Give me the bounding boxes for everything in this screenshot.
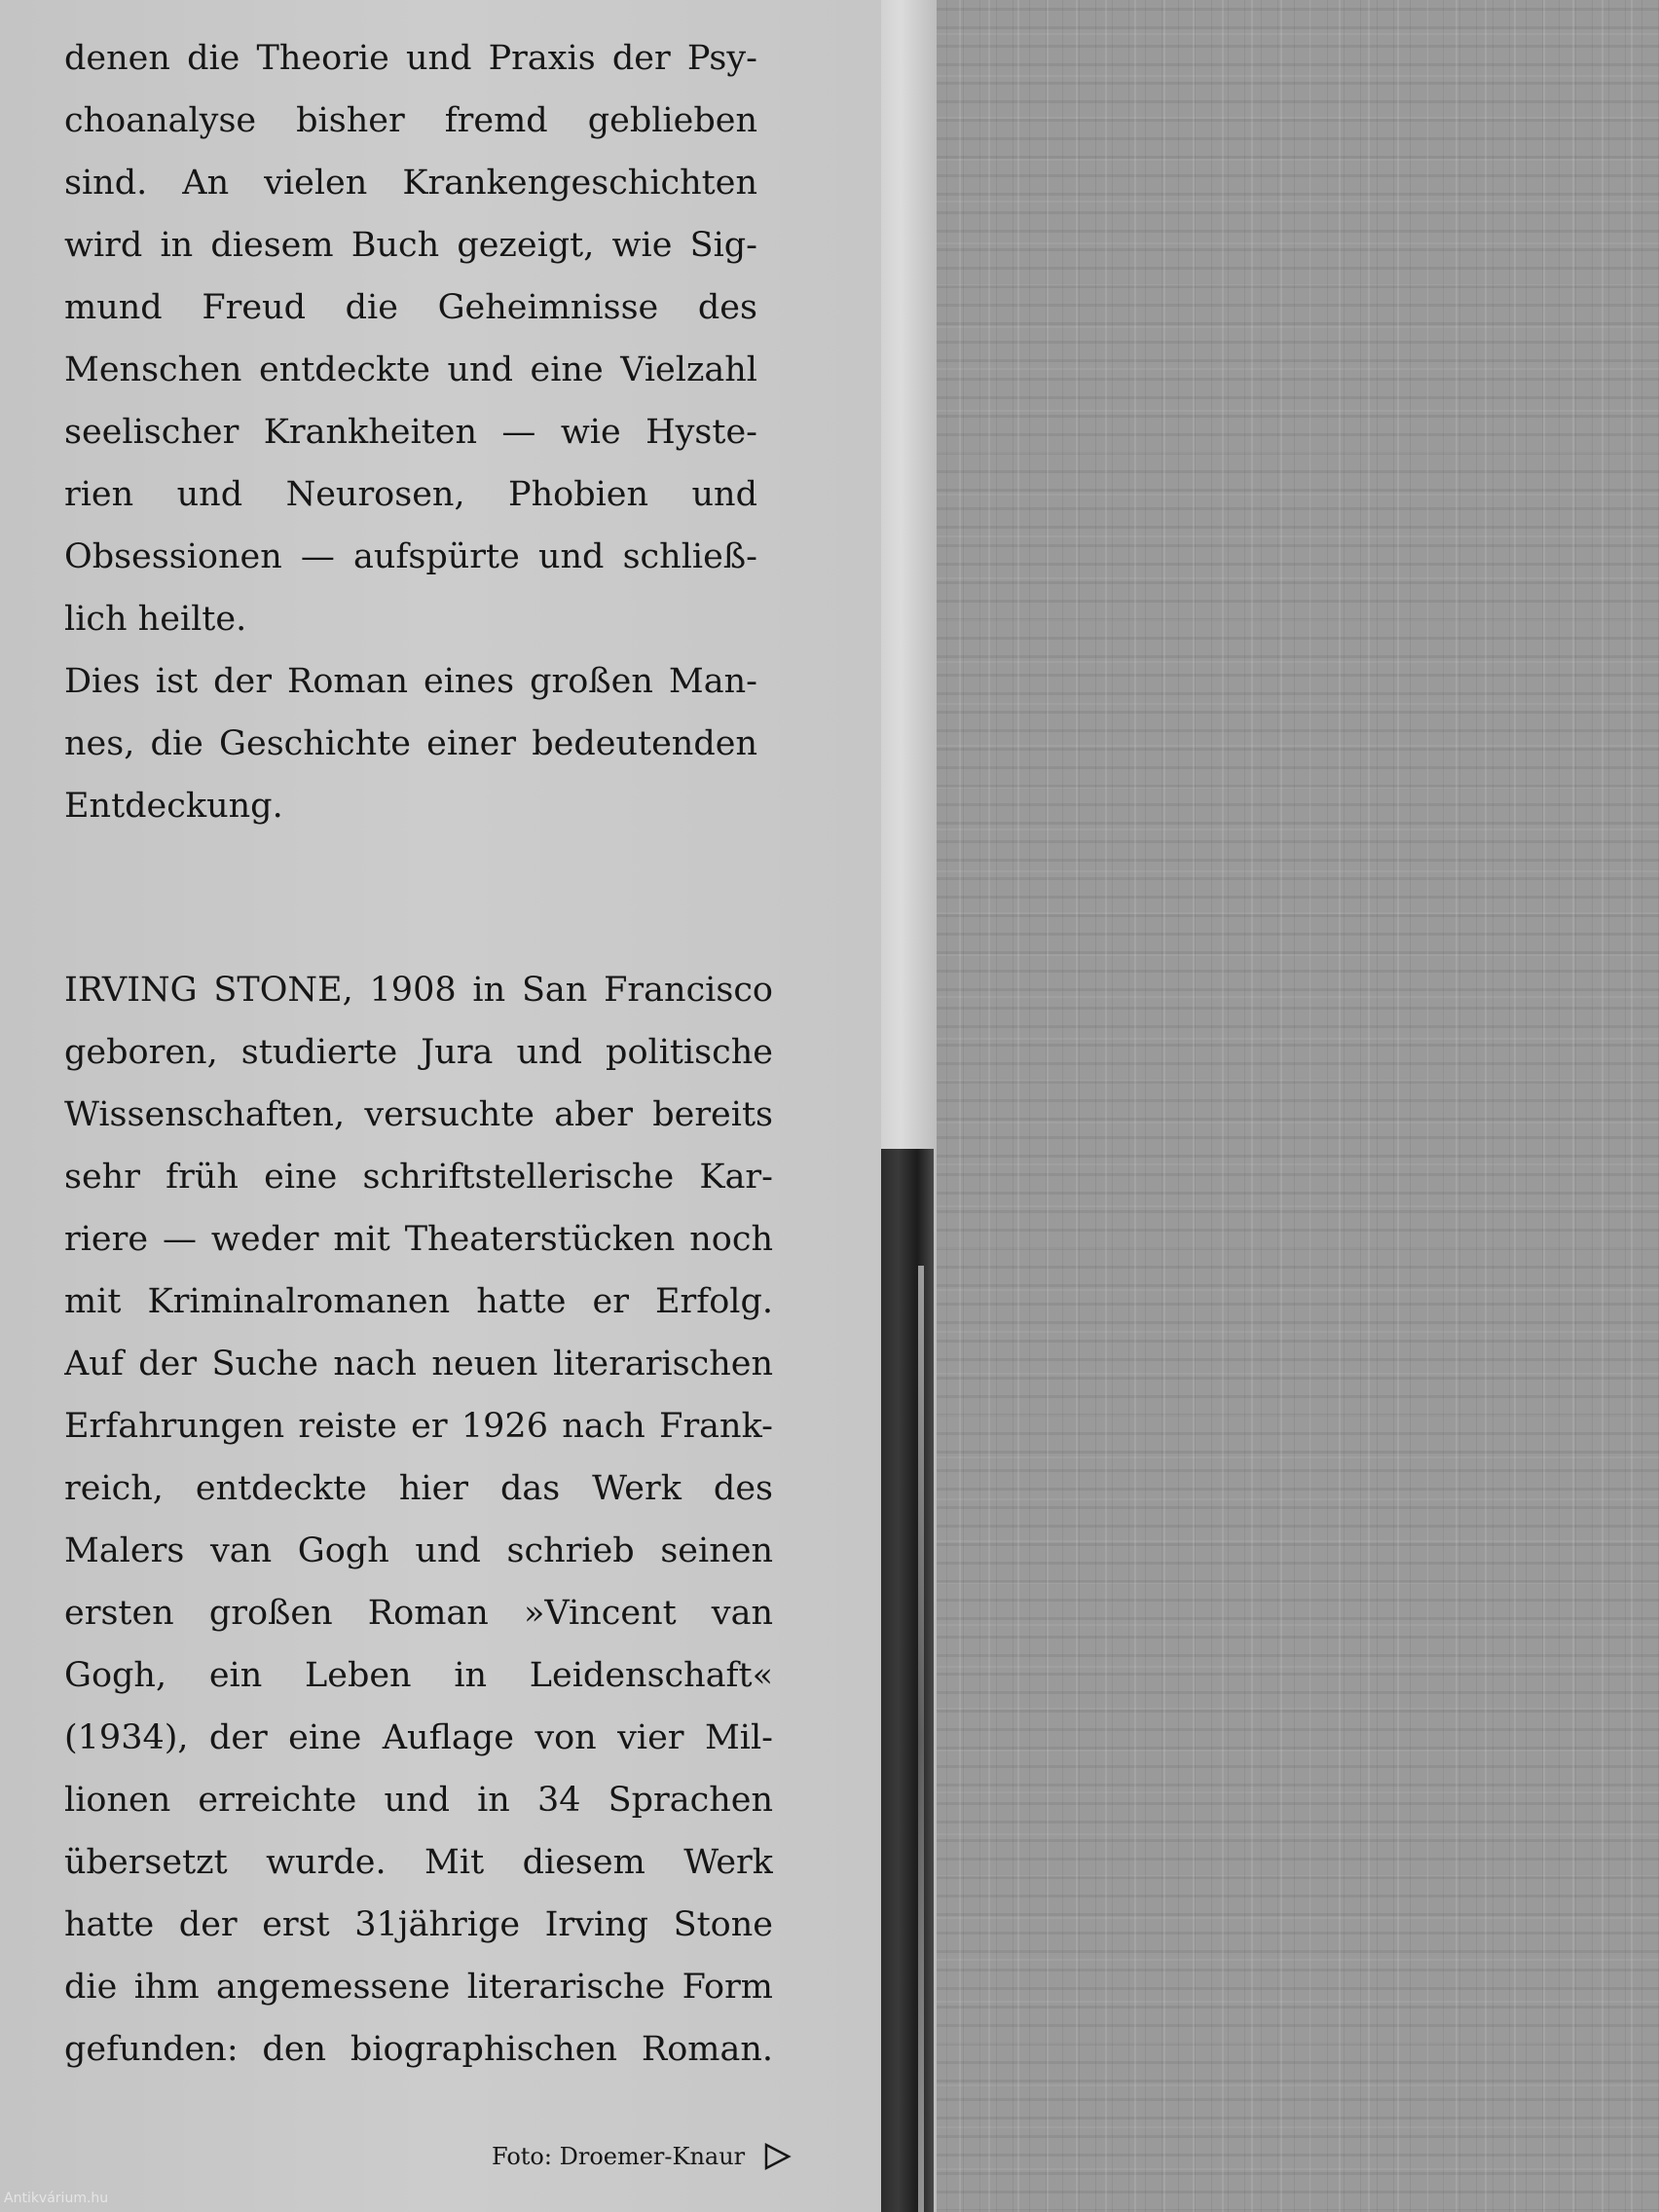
photo-credit-text: Foto: Droemer-Knaur <box>492 2143 746 2170</box>
text-line: IRVING STONE, 1908 in San Francisco <box>64 971 773 1010</box>
text-line: choanalyse bisher fremd geblieben <box>64 101 757 140</box>
text-line: lionen erreichte und in 34 Sprachen <box>64 1781 773 1820</box>
text-line: Entdeckung. <box>64 787 283 826</box>
text-line: lich heilte. <box>64 600 247 639</box>
spine-highlight <box>918 1266 924 2212</box>
text-line: mit Kriminalromanen hatte er Erfolg. <box>64 1282 773 1321</box>
text-line: reich, entdeckte hier das Werk des <box>64 1469 773 1508</box>
author-bio-paragraph <box>64 959 773 2081</box>
triangle-right-outline-icon <box>762 2142 792 2171</box>
text-line: Auf der Suche nach neuen literarischen <box>64 1345 773 1383</box>
text-line: nes, die Geschichte einer bedeutenden <box>64 724 757 763</box>
text-line: hatte der erst 31jährige Irving Stone <box>64 1905 773 1944</box>
text-line: denen die Theorie und Praxis der Psy- <box>64 39 757 78</box>
text-line: Obsessionen — aufspürte und schließ- <box>64 537 757 576</box>
book-spine <box>879 1149 934 2212</box>
text-line: geboren, studierte Jura und politische <box>64 1033 773 1072</box>
text-line: Dies ist der Roman eines großen Man- <box>64 662 757 701</box>
text-line: wird in diesem Buch gezeigt, wie Sig- <box>64 226 757 265</box>
watermark: Antikvárium.hu <box>4 2191 109 2206</box>
photo-credit <box>492 2132 792 2181</box>
text-line: Menschen entdeckte und eine Vielzahl <box>64 350 757 389</box>
text-line: Wissenschaften, versuchte aber bereits <box>64 1095 773 1134</box>
text-line: die ihm angemessene literarische Form <box>64 1968 773 2007</box>
endpaper-texture <box>930 0 1659 2212</box>
text-line: mund Freud die Geheimnisse des <box>64 288 757 327</box>
text-line: ersten großen Roman »Vincent van <box>64 1594 773 1633</box>
text-line: seelischer Krankheiten — wie Hyste- <box>64 413 757 452</box>
synopsis-paragraph <box>64 27 757 837</box>
text-line: übersetzt wurde. Mit diesem Werk <box>64 1843 773 1882</box>
text-line: Gogh, ein Leben in Leidenschaft« <box>64 1656 773 1695</box>
text-line: rien und Neurosen, Phobien und <box>64 475 757 514</box>
text-line: (1934), der eine Auflage von vier Mil- <box>64 1718 773 1757</box>
text-line: sind. An vielen Krankengeschichten <box>64 164 757 203</box>
text-line: riere — weder mit Theaterstücken noch <box>64 1220 773 1259</box>
text-line: sehr früh eine schriftstellerische Kar- <box>64 1158 773 1197</box>
text-line: Erfahrungen reiste er 1926 nach Frank- <box>64 1407 773 1446</box>
text-line: gefunden: den biographischen Roman. <box>64 2030 773 2069</box>
text-line: Malers van Gogh und schrieb seinen <box>64 1531 773 1570</box>
